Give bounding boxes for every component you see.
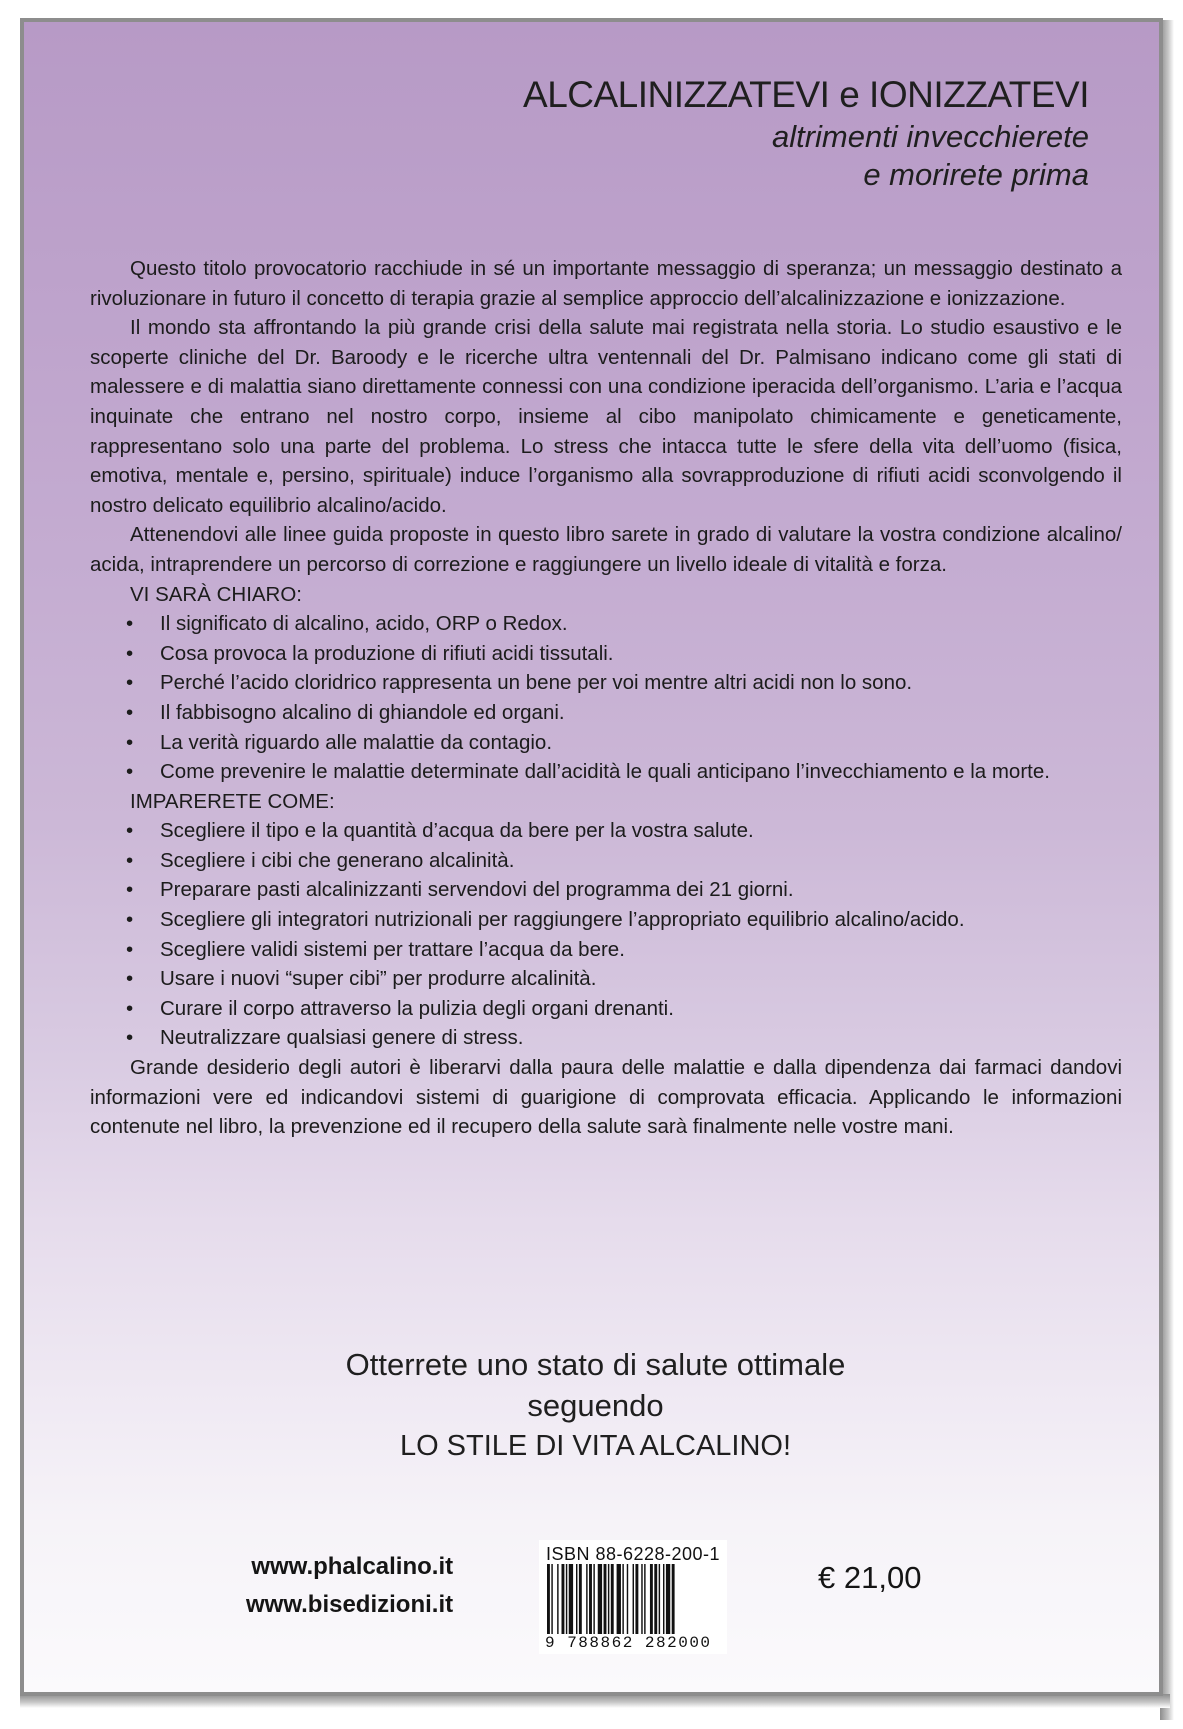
bullet-list-learn <box>90 816 1122 1053</box>
barcode-bar <box>666 1564 670 1634</box>
blurb-paragraph-4: Grande desiderio degli autori è liberarvi dalla paura delle malattie e dalla dipendenza dai farmaci dandovi informazioni vere ed indicandovi sistemi di guarigione di comprovata efficacia. Applicando le informazioni contenute nel libro, la prevenzione ed il recupero della salute sarà finalmente nelle vostre mani. <box>90 1056 1122 1139</box>
closing-line-1: Otterrete uno stato di salute ottimale <box>345 1347 846 1382</box>
barcode-bar <box>562 1564 565 1634</box>
barcode-bar <box>579 1564 582 1634</box>
list-item <box>90 994 1122 1024</box>
closing-statement <box>24 1344 1167 1467</box>
barcode-bar <box>641 1564 642 1634</box>
bullet-icon: • <box>126 700 134 724</box>
list-item-text: Il significato di alcalino, acido, ORP o Redox. <box>160 612 568 636</box>
bullet-icon: • <box>126 730 134 754</box>
list-item <box>90 668 1122 698</box>
list-item-text: La verità riguardo alle malattie da contagio. <box>160 730 553 754</box>
list-item <box>90 609 1122 639</box>
list-item-text: Il fabbisogno alcalino di ghiandole ed organi. <box>160 700 565 724</box>
book-back-cover <box>20 18 1163 1696</box>
barcode-bar <box>659 1564 660 1634</box>
list-item-text: Scegliere gli integratori nutrizionali per raggiungere l’appropriato equilibrio alcalino/acido. <box>160 908 965 932</box>
list-item-text: Scegliere validi sistemi per trattare l’acqua da bere. <box>160 937 625 961</box>
barcode-bar <box>617 1564 621 1634</box>
website-phalcalino[interactable]: www.phalcalino.it <box>251 1553 454 1580</box>
list-item <box>90 935 1122 965</box>
list-item <box>90 698 1122 728</box>
barcode-bar <box>608 1564 609 1634</box>
blurb-text <box>90 254 1122 1142</box>
barcode-bar <box>672 1564 675 1634</box>
blurb-paragraph-3: Attenendovi alle linee guida proposte in questo libro sarete in grado di valutare la vostra condizione alcalino/ acida, intraprendere un percorso di correzione e raggiungere un livello ideale di vitalità e forza. <box>90 523 1122 576</box>
cover-shadow-bottom <box>20 1694 1170 1708</box>
bullet-icon: • <box>126 967 134 991</box>
closing-line-2: seguendo <box>527 1388 664 1423</box>
barcode-bar <box>586 1564 587 1634</box>
list-item-text: Preparare pasti alcalinizzanti servendovi del programma dei 21 giorni. <box>160 878 794 902</box>
barcode-icon <box>545 1564 721 1634</box>
barcode-bar <box>576 1564 577 1634</box>
barcode-bar <box>633 1564 634 1634</box>
bullet-icon: • <box>126 848 134 872</box>
list-item <box>90 816 1122 846</box>
bullet-icon: • <box>126 908 134 932</box>
isbn-number: ISBN 88-6228-200-1 <box>545 1544 721 1564</box>
barcode-bar <box>650 1564 653 1634</box>
closing-line-3: LO STILE DI VITA ALCALINO! <box>399 1430 792 1462</box>
price: € 21,00 <box>818 1560 922 1595</box>
blurb-paragraph-1: Questo titolo provocatorio racchiude in sé un importante messaggio di speranza; un messaggio destinato a rivoluzionare in futuro il concetto di terapia grazie al semplice approccio dell’alcalinizzazione e ionizzazione. <box>90 257 1122 310</box>
list-item-text: Scegliere il tipo e la quantità d’acqua da bere per la vostra salute. <box>160 819 754 843</box>
barcode-bar <box>551 1564 552 1634</box>
list-item-text: Perché l’acido cloridrico rappresenta un bene per voi mentre altri acidi non lo sono. <box>160 671 913 695</box>
list-item-text: Come prevenire le malattie determinate dall’acidità le quali anticipano l’invecchiamento e la morte. <box>160 760 1050 784</box>
bullet-icon: • <box>126 612 134 636</box>
bullet-icon: • <box>126 996 134 1020</box>
bullet-icon: • <box>126 671 134 695</box>
barcode-bar <box>644 1564 645 1634</box>
barcode-bar <box>598 1564 602 1634</box>
book-subtitle-line2: e morirete prima <box>863 157 1089 192</box>
publisher-websites <box>246 1548 453 1624</box>
barcode-digits: 9 788862 282000 <box>545 1634 712 1652</box>
barcode-bar <box>663 1564 664 1634</box>
list-item <box>90 875 1122 905</box>
bullet-icon: • <box>126 1026 134 1050</box>
list-item-text: Scegliere i cibi che generano alcalinità. <box>160 848 515 872</box>
list-item-text: Neutralizzare qualsiasi genere di stress. <box>160 1026 524 1050</box>
heading-vi-sara-chiaro: VI SARÀ CHIARO: <box>130 582 303 606</box>
website-bisedizioni[interactable]: www.bisedizioni.it <box>246 1591 454 1618</box>
bullet-icon: • <box>126 641 134 665</box>
barcode-bar <box>611 1564 614 1634</box>
bullet-list-clear <box>90 609 1122 787</box>
list-item <box>90 905 1122 935</box>
barcode-bar <box>627 1564 628 1634</box>
bullet-icon: • <box>126 878 134 902</box>
list-item-text: Cosa provoca la produzione di rifiuti acidi tissutali. <box>160 641 614 665</box>
book-title: ALCALINIZZATEVI e IONIZZATEVI <box>523 74 1089 115</box>
bullet-icon: • <box>126 819 134 843</box>
barcode-bar <box>654 1564 657 1634</box>
barcode-bar <box>557 1564 558 1634</box>
barcode-bar <box>622 1564 623 1634</box>
list-item-text: Curare il corpo attraverso la pulizia degli organi drenanti. <box>160 996 674 1020</box>
list-item-text: Usare i nuovi “super cibi” per produrre alcalinità. <box>160 967 597 991</box>
barcode-bar <box>635 1564 638 1634</box>
list-item <box>90 639 1122 669</box>
list-item <box>90 846 1122 876</box>
heading-imparerete-come: IMPARERETE COME: <box>130 789 335 813</box>
barcode-bar <box>566 1564 567 1634</box>
book-subtitle-line1: altrimenti invecchierete <box>771 119 1089 154</box>
bullet-icon: • <box>126 937 134 961</box>
list-item <box>90 728 1122 758</box>
isbn-barcode-block <box>539 1540 727 1654</box>
blurb-paragraph-2: Il mondo sta affrontando la più grande crisi della salute mai registrata nella storia. Lo studio esaustivo e le scoperte cliniche del Dr. Baroody e le ricerche ultra ventennali del Dr. Palmisano indicano come gli stati di malessere e di malattia siano direttamente connessi con una condizione iperacida dell’organismo. L’aria e l’acqua inquinate che entrano nel nostro corpo, insieme al cibo manipolato chimicamente e geneticamente, rappresentano solo una parte del problema. Lo stress che intacca tutte le sfere della vita dell’uomo (fisica, emotiva, mentale e, persino, spirituale) induce l’organismo alla sovrapproduzione di rifiuti acidi sconvolgendo il nostro delicato equilibrio alcalino/acido. <box>90 316 1122 517</box>
barcode-bar <box>547 1564 550 1634</box>
barcode-bar <box>604 1564 607 1634</box>
list-item <box>90 757 1122 787</box>
list-item <box>90 964 1122 994</box>
list-item <box>90 1023 1122 1053</box>
barcode-bar <box>569 1564 573 1634</box>
bullet-icon: • <box>126 760 134 784</box>
barcode-bar <box>589 1564 592 1634</box>
cover-header <box>523 72 1089 194</box>
barcode-bar <box>593 1564 594 1634</box>
